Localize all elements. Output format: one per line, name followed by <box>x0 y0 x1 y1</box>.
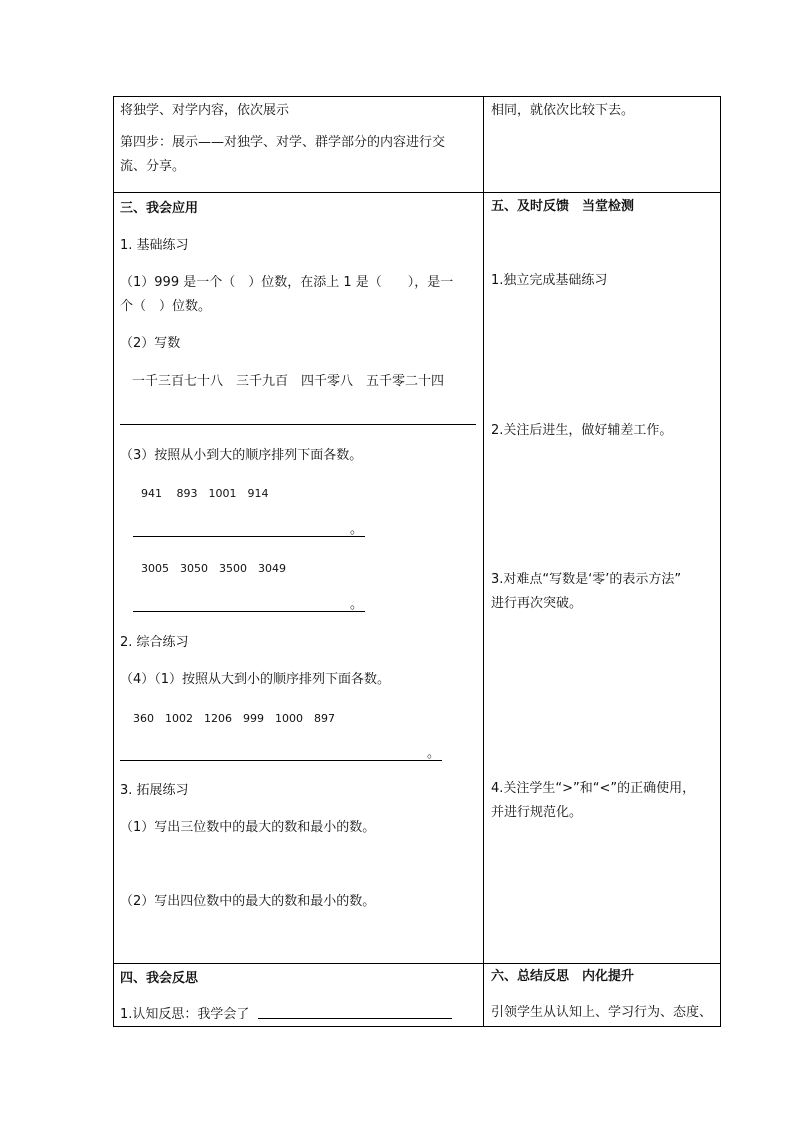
period-q3-set1: 。 <box>350 522 364 537</box>
section-title-summary: 六、总结反思 内化提升 <box>491 969 635 984</box>
answer-line-q3-set2 <box>133 611 365 612</box>
row1-left-line2: 第四步：展示——对独学、对学、群学部分的内容进行交 <box>120 135 446 150</box>
basic-practice-title: 1. 基础练习 <box>120 238 189 253</box>
extension-question-1: （1）写出三位数中的最大的数和最小的数。 <box>120 820 376 835</box>
question-4-numbers: 360 1002 1206 999 1000 897 <box>133 712 335 725</box>
answer-line-reflection <box>258 1018 452 1019</box>
question-1-line2: 个（ ）位数。 <box>120 299 212 314</box>
table-border-row1 <box>113 192 721 193</box>
section-title-reflect: 四、我会反思 <box>120 971 199 986</box>
period-q3-set2: 。 <box>350 597 364 612</box>
row1-right-line1: 相同，就依次比较下去。 <box>491 103 635 118</box>
teaching-note-1: 1.独立完成基础练习 <box>491 273 608 288</box>
extension-question-2: （2）写出四位数中的最大的数和最小的数。 <box>120 894 376 909</box>
comprehensive-practice-title: 2. 综合练习 <box>120 635 189 650</box>
section-title-feedback: 五、及时反馈 当堂检测 <box>491 199 635 214</box>
section-title-apply: 三、我会应用 <box>120 201 199 216</box>
teaching-note-4-line1: 4.关注学生“>”和“<”的正确使用， <box>491 781 696 796</box>
answer-line-q3-set1 <box>133 536 365 537</box>
question-3-title: （3）按照从小到大的顺序排列下面各数。 <box>120 448 363 463</box>
teaching-note-3-line2: 进行再次突破。 <box>491 596 583 611</box>
teaching-note-2: 2.关注后进生，做好辅差工作。 <box>491 423 673 438</box>
question-2-items: 一千三百七十八 三千九百 四千零八 五千零二十四 <box>132 374 445 389</box>
row1-left-line1: 将独学、对学内容，依次展示 <box>120 103 290 118</box>
table-border-right <box>720 96 721 1027</box>
answer-line-q2 <box>120 424 476 425</box>
table-border-bottom <box>113 1026 721 1027</box>
question-3-set2: 3005 3050 3500 3049 <box>141 562 286 575</box>
table-border-left <box>113 96 114 1027</box>
summary-guidance: 引领学生从认知上、学习行为、态度、 <box>491 1005 713 1020</box>
question-4-title: （4）（1）按照从大到小的顺序排列下面各数。 <box>120 672 391 687</box>
teaching-note-4-line2: 并进行规范化。 <box>491 805 583 820</box>
table-border-row2 <box>113 963 721 964</box>
table-border-middle <box>483 96 484 1027</box>
question-2-title: （2）写数 <box>120 336 181 351</box>
extension-practice-title: 3. 拓展练习 <box>120 783 189 798</box>
teaching-note-3-line1: 3.对难点“写数是‘零’的表示方法” <box>491 572 682 587</box>
table-border-top <box>113 96 721 97</box>
cognitive-reflection: 1.认知反思：我学会了 <box>120 1007 250 1022</box>
row1-left-line3: 流、分享。 <box>120 159 186 174</box>
question-3-set1: 941 893 1001 914 <box>141 487 269 500</box>
answer-line-q4 <box>120 760 442 761</box>
period-q4: 。 <box>427 746 441 761</box>
question-1-line1: （1）999 是一个（ ）位数，在添上 1 是（ ），是一 <box>120 275 454 290</box>
